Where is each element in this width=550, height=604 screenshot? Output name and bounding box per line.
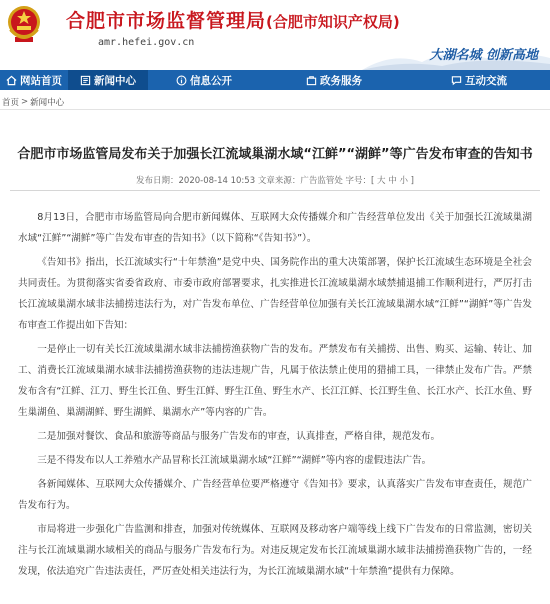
article-paragraph: 各新闻媒体、互联网大众传播媒介、广告经营单位要严格遵守《告知书》要求，认真落实广告发布审查责任，规范广告发布行为。 <box>18 479 532 511</box>
article-meta: 发布日期：2020-08-14 10:53 文章来源：广告监管处 字号：[ 大 中 小 ] <box>136 176 414 186</box>
slogan-banner <box>362 38 550 70</box>
article-paragraph: 二是加强对餐饮、食品和旅游等商品与服务广告发布的审查，认真排查，严格自律，规范发布。 <box>37 431 441 442</box>
nav-item-service[interactable] <box>260 70 408 90</box>
nav-item-interact[interactable] <box>408 70 550 90</box>
article-title: 合肥市市场监管局发布关于加强长江流域巢湖水域“江鲜”“湖鲜”等广告发布审查的告知书 <box>17 147 533 162</box>
nav-item-label: 网站首页 <box>20 74 62 87</box>
national-emblem-icon <box>6 4 42 44</box>
news-icon <box>80 75 91 86</box>
service-icon <box>306 75 317 86</box>
article-paragraph: 8月13日，合肥市市场监管局向合肥市新闻媒体、互联网大众传播媒介和广告经营单位发出《关于加强长江流域巢湖水域“江鲜”“湖鲜”等广告发布审查的告知书》（以下简称“《告知书》”）。 <box>18 212 532 244</box>
breadcrumb-home[interactable]: 首页 <box>2 97 20 108</box>
nav-item-news[interactable] <box>68 70 148 90</box>
nav-item-label: 新闻中心 <box>94 74 136 87</box>
article-paragraph: 市局将进一步强化广告监测和排查，加强对传统媒体、互联网及移动客户端等线上线下广告发布的日常监测，密切关注与长江流域巢湖水域相关的商品与服务广告发布行为。对违反规定发布长江流域巢湖水域非法捕捞渔获物广告的，一经发现，依法追究广告违法责任，严厉查处相关违法行为，为长江流域巢湖水域“十年禁渔”提供有力保障。 <box>18 524 532 577</box>
main-nav <box>0 70 550 90</box>
home-icon <box>6 75 17 86</box>
breadcrumb-current[interactable]: 新闻中心 <box>30 97 65 108</box>
nav-item-label: 政务服务 <box>320 74 362 87</box>
site-url: amr.hefei.gov.cn <box>98 37 195 48</box>
breadcrumb-separator: > <box>21 96 29 107</box>
article-body <box>18 207 532 585</box>
site-title-text: 合肥市市场监督管理局 <box>66 10 267 32</box>
nav-item-label: 信息公开 <box>190 74 232 87</box>
article-paragraph: 一是停止一切有关长江流域巢湖水域非法捕捞渔获物广告的发布。严禁发布有关捕捞、出售、购买、运输、转让、加工、消费长江流域巢湖水域非法捕捞渔获物的违法违规广告，凡属于依法禁止使用的猎捕工具，一律禁止发布广告。严禁发布含有“江鲜、江刀、野生长江鱼、野生江鲜、野生江鱼、野生水产、长江江鲜、长江野生鱼、长江水产、长江水鱼、野生巢湖鱼、巢湖湖鲜、野生湖鲜、巢湖水产”等内容的广告。 <box>18 344 532 418</box>
article-paragraph: 三是不得发布以人工养殖水产品冒称长江流域巢湖水域“江鲜”“湖鲜”等内容的虚假违法广告。 <box>37 455 432 466</box>
article-paragraph: 《告知书》指出，长江流域实行“十年禁渔”是党中央、国务院作出的重大决策部署，保护长江流域生态环境是全社会共同责任。为贯彻落实省委省政府、市委市政府部署要求，扎实推进长江流域巢湖水域禁捕退捕工作顺利进行，严厉打击长江流域巢湖水域非法捕捞违法行为，对广告发布单位、广告经营单位加强有关长江流域巢湖水域“江鲜”“湖鲜”等广告发布审查工作提出如下告知： <box>18 257 532 331</box>
nav-item-label: 互动交流 <box>465 74 507 87</box>
nav-item-home[interactable] <box>0 70 68 90</box>
info-icon <box>176 75 187 86</box>
title-divider <box>10 190 540 191</box>
slogan-text: 大湖名城 创新高地 <box>429 48 538 63</box>
site-subtitle: (合肥市知识产权局) <box>266 13 400 31</box>
chat-icon <box>451 75 462 86</box>
breadcrumb <box>0 94 550 110</box>
site-header <box>0 0 550 70</box>
nav-item-info[interactable] <box>148 70 260 90</box>
site-title[interactable] <box>66 6 400 33</box>
